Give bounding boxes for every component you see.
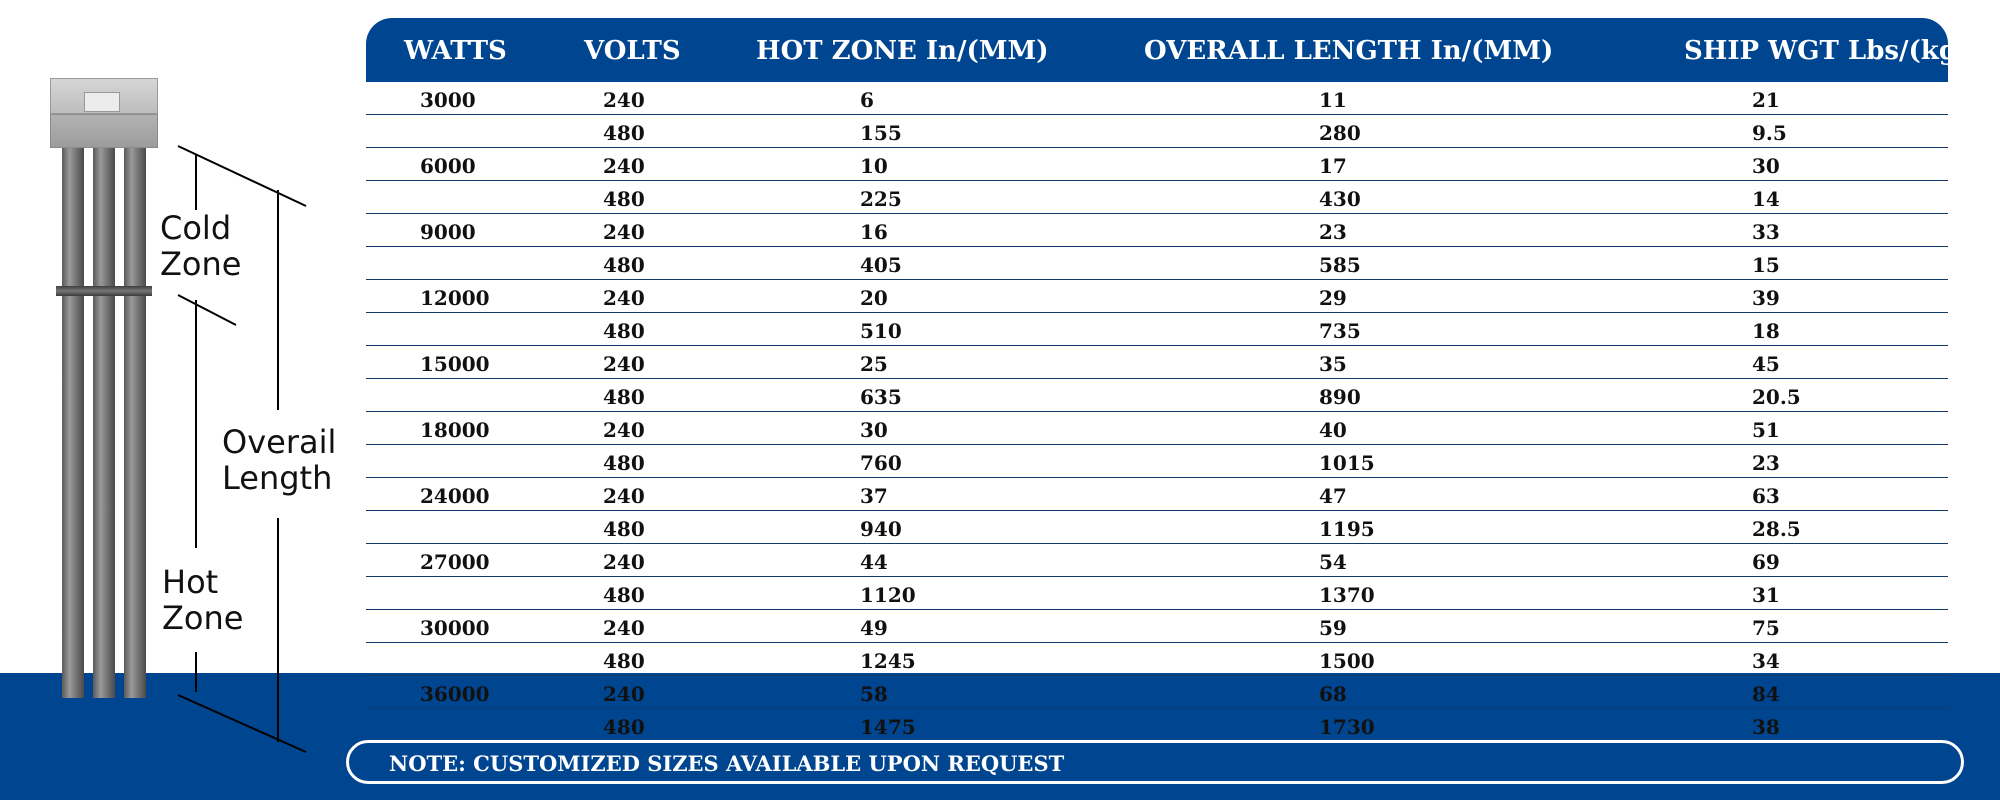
table-row — [366, 544, 1948, 577]
cell-hot-zone: 10 — [860, 154, 888, 178]
overall-length-label — [222, 424, 336, 496]
hot-zone-label-line1: Hot — [162, 563, 219, 601]
cell-ship-weight: 18 — [1752, 319, 1780, 343]
cell-overall-length: 54 — [1319, 550, 1347, 574]
cell-volts: 240 — [603, 352, 645, 376]
cell-watts: 15000 — [420, 352, 490, 376]
cell-volts: 480 — [603, 451, 645, 475]
cell-hot-zone: 37 — [860, 484, 888, 508]
cell-hot-zone: 49 — [860, 616, 888, 640]
table-row — [366, 346, 1948, 379]
cell-hot-zone: 1245 — [860, 649, 916, 673]
cell-watts: 36000 — [420, 682, 490, 706]
cell-volts: 240 — [603, 220, 645, 244]
cell-watts: 9000 — [420, 220, 476, 244]
cell-overall-length: 17 — [1319, 154, 1347, 178]
table-row — [366, 577, 1948, 610]
cell-volts: 480 — [603, 121, 645, 145]
table-row — [366, 148, 1948, 181]
cell-ship-weight: 21 — [1752, 88, 1780, 112]
cell-watts: 24000 — [420, 484, 490, 508]
cell-ship-weight: 30 — [1752, 154, 1780, 178]
cell-hot-zone: 510 — [860, 319, 902, 343]
cell-watts: 12000 — [420, 286, 490, 310]
cell-volts: 480 — [603, 715, 645, 739]
cell-overall-length: 430 — [1319, 187, 1361, 211]
cell-overall-length: 23 — [1319, 220, 1347, 244]
cell-ship-weight: 45 — [1752, 352, 1780, 376]
cell-overall-length: 68 — [1319, 682, 1347, 706]
overall-length-label-line2: Length — [222, 459, 333, 497]
cold-zone-label — [160, 210, 241, 282]
cell-hot-zone: 1120 — [860, 583, 916, 607]
cell-ship-weight: 31 — [1752, 583, 1780, 607]
cell-hot-zone: 635 — [860, 385, 902, 409]
hot-zone-label — [162, 564, 243, 636]
cell-overall-length: 35 — [1319, 352, 1347, 376]
cell-overall-length: 1370 — [1319, 583, 1375, 607]
table-row — [366, 478, 1948, 511]
cell-hot-zone: 44 — [860, 550, 888, 574]
cold-zone-bottom-extension — [178, 295, 236, 325]
cell-ship-weight: 34 — [1752, 649, 1780, 673]
cell-watts: 18000 — [420, 418, 490, 442]
table-row — [366, 247, 1948, 280]
cell-volts: 240 — [603, 418, 645, 442]
header-volts: VOLTS — [584, 36, 681, 66]
cell-hot-zone: 225 — [860, 187, 902, 211]
table-header — [366, 18, 1970, 82]
hot-zone-label-line2: Zone — [162, 599, 244, 637]
cell-overall-length: 11 — [1319, 88, 1347, 112]
table-row — [366, 643, 1948, 676]
cell-ship-weight: 20.5 — [1752, 385, 1801, 409]
bottom-extension — [178, 695, 306, 752]
cell-hot-zone: 58 — [860, 682, 888, 706]
cell-overall-length: 29 — [1319, 286, 1347, 310]
cell-hot-zone: 940 — [860, 517, 902, 541]
table-row — [366, 610, 1948, 643]
cell-hot-zone: 405 — [860, 253, 902, 277]
table-row — [366, 115, 1948, 148]
cell-watts: 27000 — [420, 550, 490, 574]
cell-ship-weight: 14 — [1752, 187, 1780, 211]
cell-overall-length: 1730 — [1319, 715, 1375, 739]
cell-overall-length: 1195 — [1319, 517, 1375, 541]
cell-ship-weight: 84 — [1752, 682, 1780, 706]
cell-overall-length: 1500 — [1319, 649, 1375, 673]
cold-zone-label-line1: Cold — [160, 209, 232, 247]
cell-overall-length: 59 — [1319, 616, 1347, 640]
cell-hot-zone: 1475 — [860, 715, 916, 739]
cell-hot-zone: 155 — [860, 121, 902, 145]
cell-overall-length: 40 — [1319, 418, 1347, 442]
cell-hot-zone: 20 — [860, 286, 888, 310]
table-row — [366, 676, 1948, 709]
header-ship-weight: SHIP WGT Lbs/(kg) — [1684, 36, 1970, 66]
header-overall-length: OVERALL LENGTH In/(MM) — [1144, 36, 1554, 66]
overall-length-label-line1: Overail — [222, 423, 337, 461]
cell-overall-length: 280 — [1319, 121, 1361, 145]
cell-ship-weight: 38 — [1752, 715, 1780, 739]
table-row — [366, 379, 1948, 412]
table-row — [366, 313, 1948, 346]
cell-volts: 240 — [603, 286, 645, 310]
cell-ship-weight: 75 — [1752, 616, 1780, 640]
cell-volts: 240 — [603, 154, 645, 178]
table-row — [366, 445, 1948, 478]
table-body — [366, 82, 1948, 742]
note-text: NOTE: CUSTOMIZED SIZES AVAILABLE UPON REQUEST — [389, 751, 1065, 776]
cell-watts: 6000 — [420, 154, 476, 178]
cell-hot-zone: 760 — [860, 451, 902, 475]
cell-ship-weight: 51 — [1752, 418, 1780, 442]
table-row — [366, 412, 1948, 445]
cell-volts: 480 — [603, 187, 645, 211]
cell-volts: 240 — [603, 616, 645, 640]
cell-volts: 480 — [603, 583, 645, 607]
cell-volts: 240 — [603, 484, 645, 508]
cell-watts: 30000 — [420, 616, 490, 640]
cell-volts: 480 — [603, 649, 645, 673]
header-watts: WATTS — [404, 36, 507, 66]
cell-volts: 480 — [603, 517, 645, 541]
table-row — [366, 280, 1948, 313]
cell-volts: 240 — [603, 88, 645, 112]
cell-ship-weight: 63 — [1752, 484, 1780, 508]
cell-hot-zone: 16 — [860, 220, 888, 244]
cell-hot-zone: 30 — [860, 418, 888, 442]
cell-overall-length: 890 — [1319, 385, 1361, 409]
table-row — [366, 709, 1948, 742]
cell-hot-zone: 25 — [860, 352, 888, 376]
cell-overall-length: 735 — [1319, 319, 1361, 343]
note-banner — [346, 740, 1964, 784]
cell-ship-weight: 39 — [1752, 286, 1780, 310]
cell-ship-weight: 23 — [1752, 451, 1780, 475]
cell-volts: 480 — [603, 253, 645, 277]
header-hot-zone: HOT ZONE In/(MM) — [756, 36, 1049, 66]
cell-volts: 480 — [603, 319, 645, 343]
cell-ship-weight: 33 — [1752, 220, 1780, 244]
cell-volts: 480 — [603, 385, 645, 409]
cell-ship-weight: 15 — [1752, 253, 1780, 277]
cell-overall-length: 585 — [1319, 253, 1361, 277]
spec-table — [366, 18, 1970, 742]
table-row — [366, 181, 1948, 214]
cold-zone-top-extension — [178, 146, 306, 206]
cell-ship-weight: 28.5 — [1752, 517, 1801, 541]
table-row — [366, 82, 1948, 115]
cell-volts: 240 — [603, 550, 645, 574]
cell-volts: 240 — [603, 682, 645, 706]
cell-overall-length: 1015 — [1319, 451, 1375, 475]
cell-overall-length: 47 — [1319, 484, 1347, 508]
cell-watts: 3000 — [420, 88, 476, 112]
cold-zone-label-line2: Zone — [160, 245, 242, 283]
table-row — [366, 214, 1948, 247]
cell-ship-weight: 69 — [1752, 550, 1780, 574]
cell-hot-zone: 6 — [860, 88, 874, 112]
table-row — [366, 511, 1948, 544]
cell-ship-weight: 9.5 — [1752, 121, 1787, 145]
